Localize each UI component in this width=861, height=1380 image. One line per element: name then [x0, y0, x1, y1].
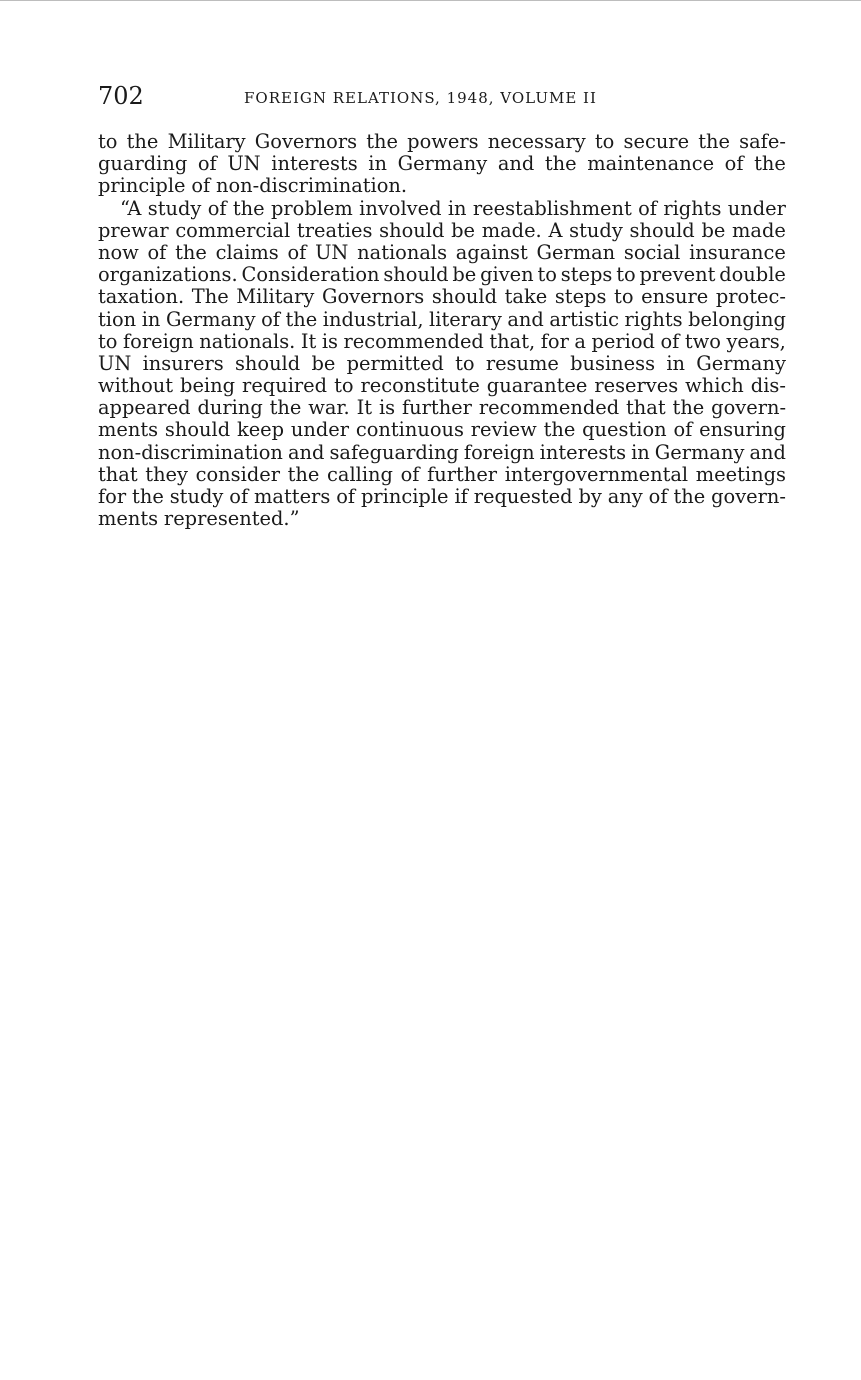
text-line: without being required to reconstitute guarantee reserves which dis- [98, 374, 786, 398]
text-line: now of the claims of UN nationals against German social insurance [98, 240, 786, 264]
page-number: 702 [98, 82, 144, 110]
text-line: appeared during the war. It is further recommended that the govern- [98, 396, 786, 420]
text-line: ments represented.” [98, 507, 300, 531]
text-line: to foreign nationals. It is recommended that, for a period of two years, [98, 329, 786, 353]
text-line: tion in Germany of the industrial, literary and artistic rights belonging [98, 307, 786, 331]
text-line: guarding of UN interests in Germany and the maintenance of the [98, 152, 786, 176]
text-line: principle of non-discrimination. [98, 174, 408, 198]
text-line: taxation. The Military Governors should take steps to ensure protec- [98, 285, 786, 309]
top-border-rule [0, 0, 861, 1]
running-title: FOREIGN RELATIONS, 1948, VOLUME II [244, 89, 597, 107]
text-line: organizations. Consideration should be given to steps to prevent double [98, 263, 786, 287]
text-line: non-discrimination and safeguarding foreign interests in Germany and [98, 440, 786, 464]
running-header [98, 82, 786, 114]
text-line: to the Military Governors the powers necessary to secure the safe- [98, 130, 786, 153]
text-line: “A study of the problem involved in reestablishment of rights under [120, 196, 786, 220]
text-line: for the study of matters of principle if requested by any of the govern- [98, 485, 786, 508]
body-text [98, 131, 786, 530]
text-line: prewar commercial treaties should be made. A study should be made [98, 218, 786, 242]
text-line: that they consider the calling of further intergovernmental meetings [98, 462, 786, 486]
text-line: UN insurers should be permitted to resume business in Germany [98, 351, 786, 375]
text-line: ments should keep under continuous review the question of ensuring [98, 418, 786, 442]
